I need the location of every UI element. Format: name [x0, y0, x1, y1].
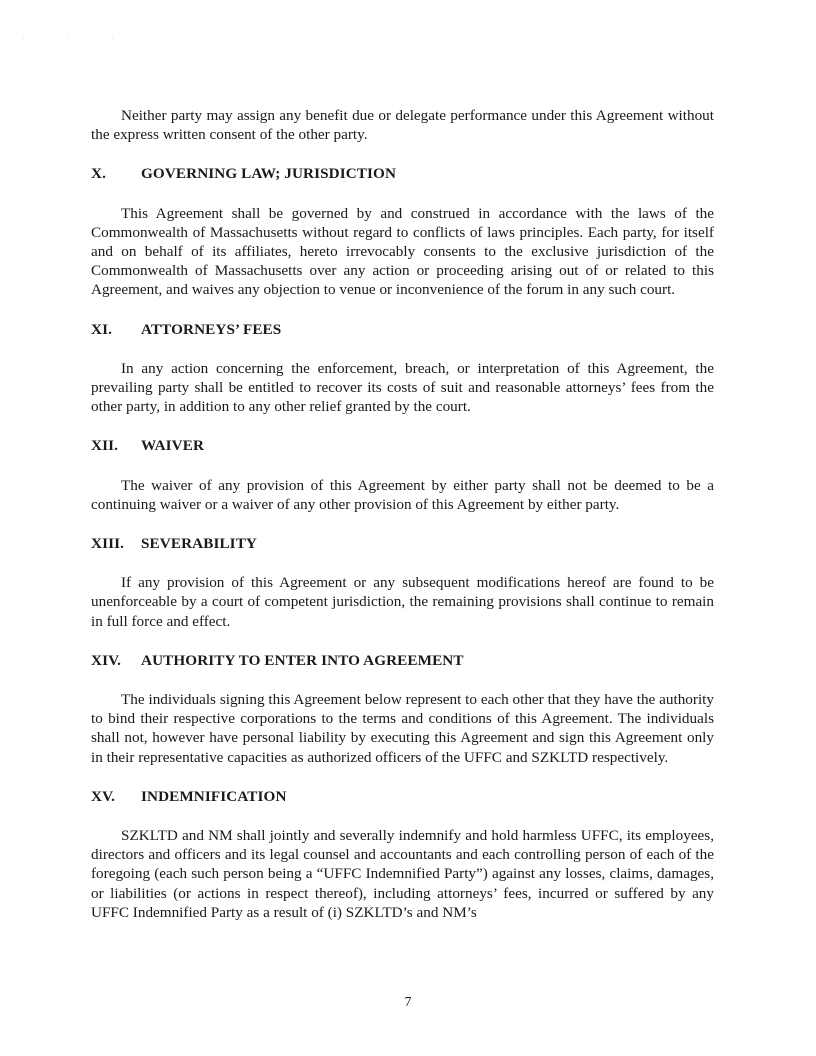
- paragraph-governing-law: This Agreement shall be governed by and construed in accordance with the laws of the Commonwealth of Massachusetts without regard to conflicts of laws principles. Each party, for itself and on behalf of its affiliates, hereto irrevocably consents to the exclusive jurisdiction of the Commonwealth of Massachusetts over any action or proceeding arising out of or related to this Agreement, and waives any objection to venue or inconvenience of the forum in any such court.: [91, 204, 714, 299]
- section-title: WAIVER: [141, 437, 205, 455]
- section-title: GOVERNING LAW; JURISDICTION: [141, 165, 397, 183]
- section-title: SEVERABILITY: [141, 535, 257, 553]
- section-number: XIV.: [91, 651, 122, 669]
- section-number: XI.: [91, 320, 112, 338]
- section-heading-authority: [91, 651, 714, 670]
- section-heading-waiver: [91, 436, 714, 455]
- section-heading-indemnification: [91, 787, 714, 806]
- section-title: AUTHORITY TO ENTER INTO AGREEMENT: [141, 651, 464, 669]
- section-heading-severability: [91, 534, 714, 553]
- section-heading-attorneys-fees: [91, 320, 714, 339]
- paragraph-assignment-continued: Neither party may assign any benefit due or delegate performance under this Agreement without the express written consent of the other party.: [91, 107, 714, 144]
- paragraph-authority: The individuals signing this Agreement below represent to each other that they have the authority to bind their respective corporations to the terms and conditions of this Agreement. The individuals shall not, however have personal liability by executing this Agreement and sign this Agreement only in their representative capacities as authorized officers of the UFFC and SZKLTD respectively.: [91, 691, 714, 766]
- page-number: 7: [404, 995, 412, 1010]
- section-number: XII.: [91, 437, 118, 455]
- section-number: XIII.: [91, 535, 124, 553]
- section-number: XV.: [91, 787, 116, 805]
- paragraph-indemnification: SZKLTD and NM shall jointly and severally indemnify and hold harmless UFFC, its employees, directors and officers and its legal counsel and accountants and each controlling person of each of the foregoing (each such person being a “UFFC Indemnified Party”) against any losses, claims, damages, or liabilities (or actions in respect thereof), including attorneys’ fees, incurred or suffered by any UFFC Indemnified Party as a result of (i) SZKLTD’s and NM’s: [91, 827, 714, 921]
- section-title: ATTORNEYS’ FEES: [141, 320, 282, 338]
- paragraph-waiver: The waiver of any provision of this Agreement by either party shall not be deemed to be a continuing waiver or a waiver of any other provision of this Agreement by either party.: [91, 476, 714, 513]
- scan-artifact-marks: · · ·: [22, 34, 134, 43]
- section-number: X.: [91, 165, 106, 183]
- document-body: [91, 106, 714, 922]
- section-heading-governing-law: [91, 164, 714, 183]
- section-title: INDEMNIFICATION: [141, 787, 287, 805]
- paragraph-severability: If any provision of this Agreement or any subsequent modifications hereof are found to be unenforceable by a court of competent jurisdiction, the remaining provisions shall continue to remain in full force and effect.: [91, 574, 714, 630]
- paragraph-attorneys-fees: In any action concerning the enforcement, breach, or interpretation of this Agreement, the prevailing party shall be entitled to recover its costs of suit and reasonable attorneys’ fees from the other party, in addition to any other relief granted by the court.: [91, 359, 714, 416]
